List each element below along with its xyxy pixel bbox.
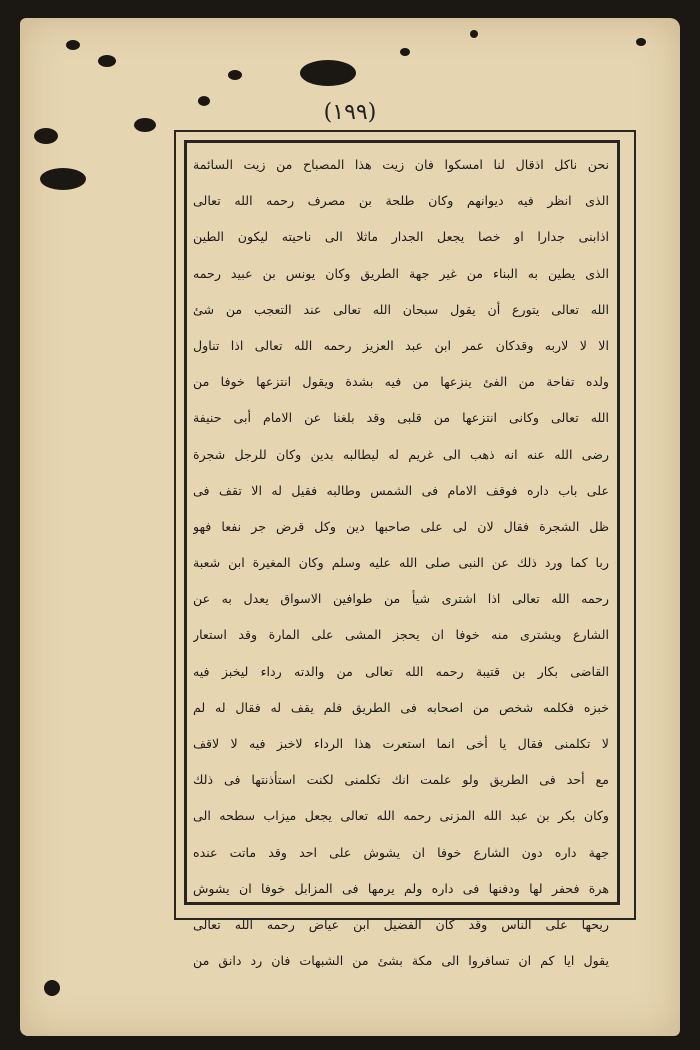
text-line: الذى انظر فيه ديوانهم وكان طلحة بن مصرف رحمه الله تعالى [193,193,609,209]
text-line: ظل الشجرة فقال لان لى على صاحبها دين وكل قرض جر نفعا فهو [193,518,609,534]
text-line: القاضى بكار بن قتيبة رحمه الله تعالى من والدته رداء ليخبز فيه [193,663,609,679]
text-line: جهة داره دون الشارع خوفا ان يشوش على احد وقد ماتت عنده [193,844,609,860]
text-line: رضى الله عنه انه ذهب الى غريم له ليطالبه بدين وكان للرجل شجرة [193,446,609,462]
worm-hole-mark [400,48,410,56]
text-line: مع أحد فى الطريق ولو علمت انك تكلمنى لكنت استأذنتها فى ذلك [193,772,609,788]
text-line: خبزه فكلمه شخص من اصحابه فى الطريق فلم يقف له فقال له لم [193,699,609,715]
text-line: اذابنى جدارا او خصا يجعل الجدار ماثلا الى ناحيته ليكون الطين [193,229,609,245]
text-line: ولده تفاحة من الفئ ينزعها من فيه بشدة ويقول انتزعها خوفا من [193,374,609,390]
worm-hole-mark [40,168,86,190]
worm-hole-mark [470,30,478,38]
text-line: الذى يطين به البناء من غير جهة الطريق وكان يونس بن عبيد رحمه [193,265,609,281]
text-line: على باب داره فوقف الامام فى الشمس وطالبه فقيل له الا تقف فى [193,482,609,498]
text-line: الشارع ويشترى منه خوفا ان يحجز المشى على المارة وقد استعار [193,627,609,643]
worm-hole-mark [34,128,58,144]
text-frame [184,140,620,969]
text-line: نحن ناكل اذقال لنا امسكوا فان زيت هذا المصباح من زيت السائمة [193,157,609,172]
text-line: الله تعالى يتورع أن يقول سبحان الله تعالى عند التعجب من شئ [193,301,609,317]
manuscript-text-block [193,147,609,979]
text-line: يقول ايا كم ان تسافروا الى مكة بشئ من الشبهات فان رد دانق من [193,953,609,969]
worm-hole-mark [228,70,242,80]
text-line: لا تكلمنى فقال يا أخى انما استعرت هذا الرداء لاخبز فيه لا لاقف [193,736,609,751]
page-number: (١٩٩) [323,100,377,125]
text-line: رحمه الله تعالى اذا اشترى شيأ من طوافين الاسواق يعدل به عن [193,591,609,607]
text-line: وكان بكر بن عبد الله المزنى رحمه الله تعالى يجعل ميزاب سطحه الى [193,808,609,824]
text-line: ربا كما ورد ذلك عن النبى صلى الله عليه وسلم وكان المغيرة ابن شعبة [193,555,609,571]
worm-hole-mark [66,40,80,50]
worm-hole-mark [98,55,116,67]
text-line: هرة فحفر لها ودفنها فى داره ولم يرمها فى المزابل خوفا ان يشوش [193,880,609,896]
text-line: الا لا لاربه وقدكان عمر ابن عبد العزيز رحمه الله تعالى اذا تناول [193,337,609,353]
worm-hole-mark [636,38,646,46]
worm-hole-mark [300,60,356,86]
text-line: الله تعالى وكانى انتزعها من قلبى وقد بلغنا عن الامام أبى حنيفة [193,410,609,426]
text-line: ريحها على الناس وقد كان الفضيل ابن عياض رحمه الله تعالى [193,916,609,932]
worm-hole-mark [44,980,60,996]
